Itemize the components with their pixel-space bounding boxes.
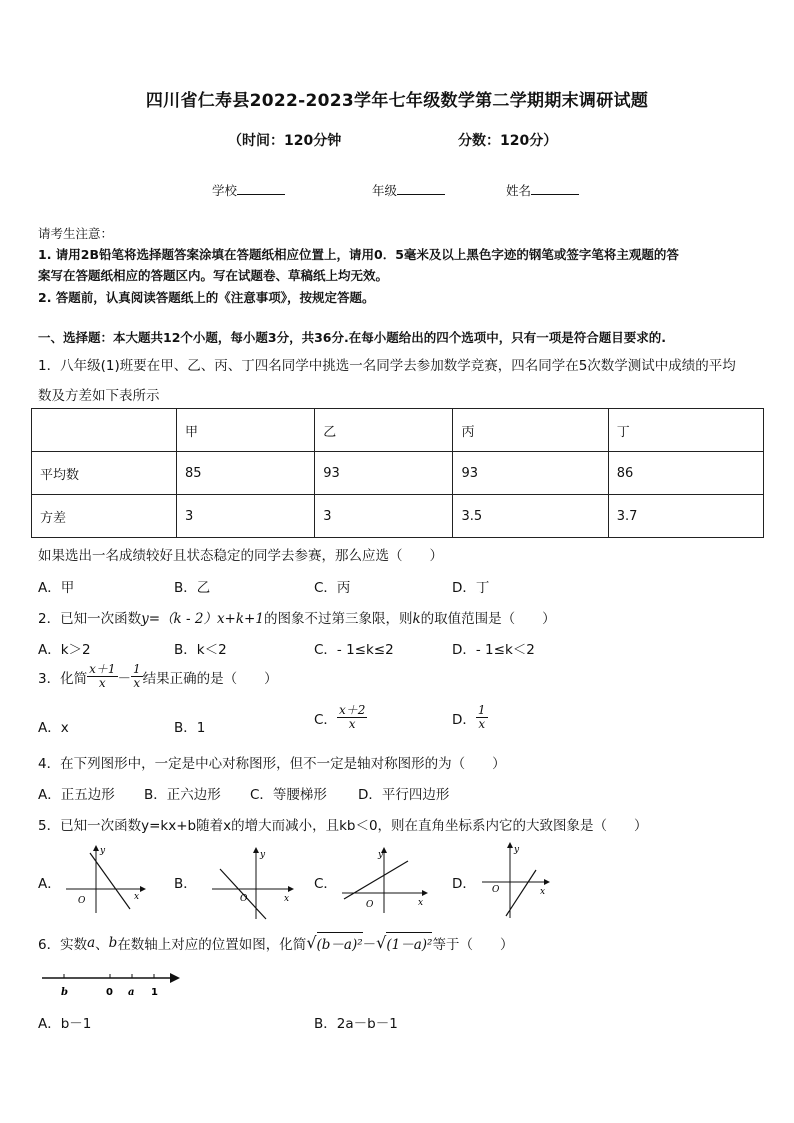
q6-question — [38, 932, 513, 953]
grade-label: 年级 — [372, 183, 398, 198]
table-cell: 丁 — [608, 409, 763, 452]
table-cell: 3 — [315, 495, 453, 538]
school-label: 学校 — [212, 183, 238, 198]
q4-question: 4．在下列图形中，一定是中心对称图形，但不一定是轴对称图形的为（ ） — [38, 756, 506, 772]
q3-fraction-2: $\frac{1}{x}$ — [133, 662, 141, 691]
numberline-label-0: 0 — [106, 987, 113, 998]
q2-option-a: A．k＞2 — [38, 642, 91, 658]
q3-option-c-fraction: $\frac{x+2}{x}$ — [338, 703, 366, 732]
q3-prefix: 3．化简 — [38, 670, 88, 687]
exam-time: （时间：120分钟 — [228, 133, 342, 149]
school-blank — [237, 182, 285, 195]
q5-d-x-label: x — [540, 887, 546, 897]
table-cell: 85 — [177, 452, 315, 495]
q6-suffix: 等于（ ） — [432, 936, 514, 953]
page-title: 四川省仁寿县2022-2023学年七年级数学第二学期期末调研试题 — [145, 91, 649, 111]
table-cell — [32, 409, 177, 452]
q5-option-b: B． — [174, 876, 197, 892]
q6-prefix: 6．实数 — [38, 936, 88, 953]
q1-question: 如果选出一名成绩较好且状态稳定的同学去参赛，那么应选（ ） — [38, 548, 443, 564]
numberline-label-b: b — [61, 987, 68, 998]
table-cell: 3.5 — [453, 495, 608, 538]
sqrt-icon: √ — [376, 933, 387, 952]
q2-formula: y=（k - 2）x+k+1 — [141, 611, 264, 627]
table-cell: 甲 — [177, 409, 315, 452]
q2-k: k — [412, 611, 421, 627]
q6-b: b — [108, 934, 118, 951]
notice-line2: 案写在答题纸相应的答题区内。写在试题卷、草稿纸上均无效。 — [38, 268, 389, 283]
q1-option-b: B．乙 — [174, 580, 211, 596]
q2-option-b: B．k＜2 — [174, 642, 227, 658]
q2-question — [38, 607, 556, 627]
table-cell: 86 — [608, 452, 763, 495]
table-cell: 乙 — [315, 409, 453, 452]
table-row — [32, 495, 764, 538]
q3-fraction-1: $\frac{x+1}{x}$ — [89, 662, 116, 691]
notice-line3: 2. 答题前，认真阅读答题纸上的《注意事项》，按规定答题。 — [38, 290, 375, 305]
q5-d-y-label: y — [514, 845, 520, 855]
numberline-label-a: a — [128, 987, 135, 998]
name-label: 姓名 — [506, 183, 532, 198]
q1-option-d: D．丁 — [452, 580, 490, 596]
q2-option-d: D．- 1≤k＜2 — [452, 642, 535, 658]
grade-blank — [397, 182, 445, 195]
q5-b-x-label: x — [284, 894, 290, 904]
q5-option-a: A． — [38, 876, 61, 892]
q5-graph-d — [478, 840, 552, 920]
q5-question: 5．已知一次函数y=kx+b随着x的增大而减小，且kb＜0，则在直角坐标系内它的大致图象是（ ） — [38, 818, 648, 834]
q5-c-y-label: y — [378, 850, 384, 860]
q6-expr2: (1－a)² — [386, 932, 432, 953]
q3-option-a: A．x — [38, 720, 69, 736]
q1-line1: 1．八年级(1)班要在甲、乙、丙、丁四名同学中挑选一名同学去参加数学竞赛，四名同学在5次数学测试中成绩的平均 — [38, 358, 736, 374]
table-cell: 93 — [315, 452, 453, 495]
q5-d-origin-label: O — [492, 885, 500, 895]
q2-suffix: 的取值范围是（ ） — [420, 611, 556, 627]
q1-option-c: C．丙 — [314, 580, 351, 596]
q3-suffix: 结果正确的是（ ） — [142, 670, 278, 687]
q5-a-y-label: y — [100, 846, 106, 856]
table-row — [32, 452, 764, 495]
q3-question — [38, 663, 278, 690]
exam-score: 分数：120分） — [458, 133, 558, 149]
name-field — [506, 181, 579, 199]
q6-expr1: (b－a)² — [317, 932, 363, 953]
q5-c-x-label: x — [418, 898, 424, 908]
q5-b-origin-label: O — [240, 894, 248, 904]
q6-option-b: B．2a－b－1 — [314, 1016, 398, 1032]
q5-option-c: C． — [314, 876, 337, 892]
q6-option-a: A．b－1 — [38, 1016, 92, 1032]
q5-option-d: D． — [452, 876, 476, 892]
table-cell: 丙 — [453, 409, 608, 452]
q5-b-y-label: y — [260, 850, 266, 860]
q4-option-c: C．等腰梯形 — [250, 787, 327, 803]
q4-option-b: B．正六边形 — [144, 787, 221, 803]
q5-a-x-label: x — [134, 892, 140, 902]
notice-line1: 1. 请用2B铅笔将选择题答案涂填在答题纸相应位置上，请用0．5毫米及以上黑色字迹的钢笔或签字笔将主观题的答 — [38, 247, 679, 262]
q4-option-d: D．平行四边形 — [358, 787, 450, 803]
name-blank — [531, 182, 579, 195]
q5-a-origin-label: O — [78, 896, 86, 906]
q3-minus: － — [117, 670, 131, 687]
q5-c-origin-label: O — [366, 900, 374, 910]
notice-heading: 请考生注意： — [38, 226, 114, 241]
q5-graph-c — [338, 845, 430, 915]
q6-a: a — [87, 934, 96, 951]
q6-mid: 在数轴上对应的位置如图，化简 — [117, 936, 307, 953]
q3-option-c: C． $\frac{x+2}{x}$ — [314, 703, 366, 732]
q5-graph-b — [208, 845, 296, 921]
table-cell: 平均数 — [32, 452, 177, 495]
q6-sep: 、 — [95, 936, 109, 953]
table-row — [32, 409, 764, 452]
q6-minus: － — [362, 936, 377, 953]
q3-option-b: B．1 — [174, 720, 206, 736]
q1-table — [31, 408, 764, 538]
q2-mid: 的图象不过第三象限，则 — [263, 611, 413, 627]
q4-option-a: A．正五边形 — [38, 787, 115, 803]
section-heading: 一、选择题：本大题共12个小题，每小题3分，共36分.在每小题给出的四个选项中，只有一项是符合题目要求的. — [38, 330, 666, 345]
school-field — [212, 181, 285, 199]
table-cell: 3.7 — [608, 495, 763, 538]
q3-option-d: D． $\frac{1}{x}$ — [452, 703, 486, 732]
q3-option-d-fraction: $\frac{1}{x}$ — [477, 703, 486, 732]
q2-option-c: C．- 1≤k≤2 — [314, 642, 394, 658]
q2-prefix: 2．已知一次函数 — [38, 611, 142, 627]
grade-field — [372, 181, 445, 199]
q5-graph-a — [62, 843, 146, 915]
sqrt-icon: √ — [306, 933, 317, 952]
table-cell: 3 — [177, 495, 315, 538]
q6-number-line — [40, 966, 182, 1000]
q1-line2: 数及方差如下表所示 — [38, 388, 160, 404]
table-cell: 方差 — [32, 495, 177, 538]
numberline-label-1: 1 — [151, 987, 158, 998]
table-cell: 93 — [453, 452, 608, 495]
q1-option-a: A．甲 — [38, 580, 75, 596]
